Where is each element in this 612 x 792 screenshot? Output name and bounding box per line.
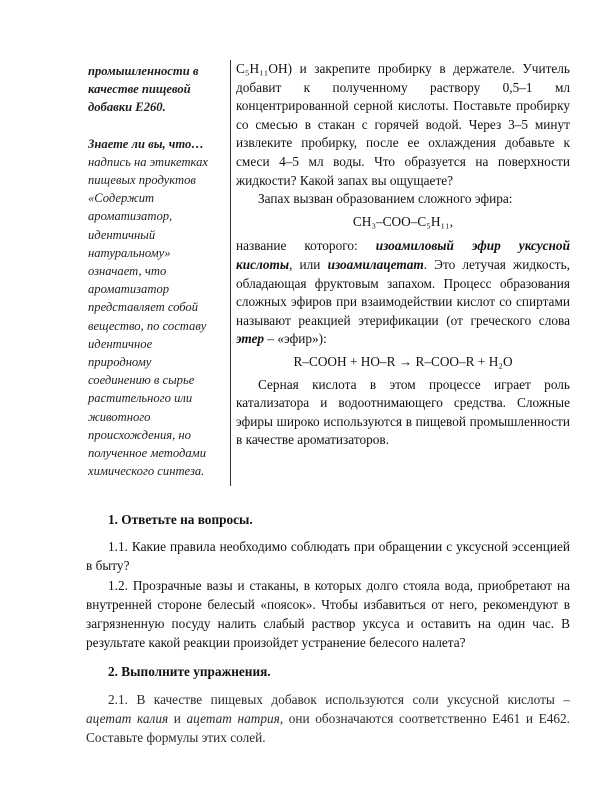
sidebar-line: животного <box>88 409 151 424</box>
text-run: . Это летучая жидкость, обладающая фруктовым запахом. Процесс образования сложных эфиров при взаимодействии кислот со спиртами называют реакцией этерификации (от греческого слова <box>236 256 570 328</box>
sidebar-line: «Содержит <box>88 191 155 206</box>
main-text-column <box>236 60 570 450</box>
sidebar-line: полученное методами <box>88 446 207 461</box>
questions-heading: 1. Ответьте на вопросы. <box>108 512 253 527</box>
sidebar-line: означает, что <box>88 264 167 279</box>
sidebar-line: химического синтеза. <box>88 464 205 479</box>
sidebar-line: качестве пищевой <box>88 82 191 97</box>
salt-name: ацетат натрия <box>186 710 280 726</box>
sidebar-note <box>88 62 226 480</box>
text-run: , они обозначаются соответственно Е461 и Е462. Составьте формулы этих солей. <box>86 710 571 746</box>
experiment-paragraph: C₅H₁₁OH) и закрепите пробирку в держателе. Учитель добавит к полученному раствору 0,5–1 мл концентрированной серной кислоты. Поставьте пробирку со смесью в стакан с горячей водой. Через 3–5 минут извлеките пробирку, после ее охлаждения добавьте к смеси 4–5 мл воды. Что образуется на поверхности жидкости? Какой запах вы ощущаете? <box>236 61 570 188</box>
ester-name-paragraph <box>236 237 570 349</box>
sidebar-line: ароматизатор <box>88 282 170 297</box>
sidebar-line: пищевых продуктов <box>88 173 196 188</box>
sidebar-line: происхождения, но <box>88 427 191 442</box>
sidebar-line: представляет собой <box>88 300 199 315</box>
sidebar-line: природному <box>88 355 152 370</box>
column-divider <box>230 60 231 486</box>
sidebar-line: идентичный <box>88 227 156 242</box>
esterification-equation: R–COOH + HO–R → R–COO–R + H₂O <box>293 353 513 369</box>
text-run: название которого: <box>236 238 376 254</box>
text-run: 2.1. В качестве пищевых добавок используются соли уксусной кислоты – <box>108 691 570 707</box>
sidebar-line: идентичное <box>88 336 153 351</box>
sidebar-line: растительного или <box>88 391 193 406</box>
exercises-heading: 2. Выполните упражнения. <box>108 664 271 680</box>
sidebar-line: добавки Е260. <box>88 100 166 115</box>
sidebar-line: надпись на этикетках <box>88 154 209 169</box>
question-item: 1.2. Прозрачные вазы и стаканы, в которых долго стояла вода, приобретают на внутренней стороне белесый «поясок». Чтобы избавиться от него, рекомендуют в загрязненную посуду налить слабый раствор уксуса и оставить на один час. В результате какой реакции произойдет устранение белесого налета? <box>86 577 570 651</box>
sidebar-line: промышленности в <box>88 64 199 78</box>
text-run: – «эфир»): <box>264 331 327 347</box>
ester-name-term: изоамиловый эфир уксусной кислоты <box>236 238 570 272</box>
question-item: 1.1. Какие правила необходимо соблюдать при обращении с уксусной эссенцией в быту? <box>86 539 570 574</box>
greek-term: этер <box>236 331 265 347</box>
catalyst-paragraph: Серная кислота в этом процессе играет роль катализатора и водоотнимающего средства. Сложные эфиры широко используются в пищевой промышленности в качестве ароматизаторов. <box>236 376 570 448</box>
exercises-section <box>86 510 570 747</box>
sidebar-line: ароматизатор, <box>88 209 173 224</box>
ester-name-term: изоамилацетат <box>327 256 424 272</box>
ester-formula: CH₃–COO–C₅H₁₁, <box>352 213 454 229</box>
text-run: , или <box>289 256 328 272</box>
sidebar-line: натуральному» <box>88 245 171 260</box>
sidebar-line: соединению в сырье <box>88 373 195 388</box>
exercise-item <box>86 690 570 748</box>
salt-name: ацетат калия <box>86 710 169 726</box>
sidebar-line: вещество, по составу <box>88 318 207 333</box>
did-you-know-heading: Знаете ли вы, что… <box>88 136 204 151</box>
ester-intro: Запах вызван образованием сложного эфира: <box>258 191 513 207</box>
text-run: и <box>168 710 187 726</box>
